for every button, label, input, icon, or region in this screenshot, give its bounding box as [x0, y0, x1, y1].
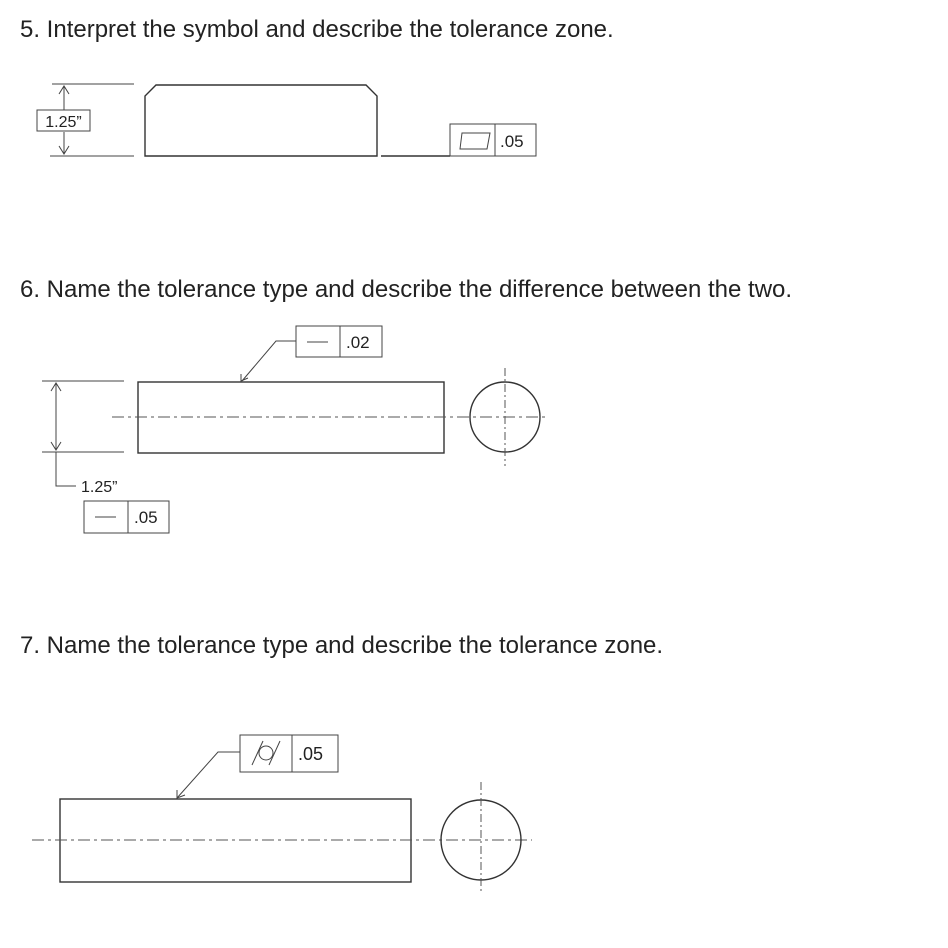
feature-control-frame — [450, 124, 536, 156]
tolerance-value: .05 — [500, 132, 524, 151]
cylindricity-icon — [252, 741, 280, 765]
dimension-text: 1.25” — [81, 479, 118, 496]
frame-border — [240, 735, 338, 772]
question-5: 5. Interpret the symbol and describe the tolerance zone. — [20, 16, 614, 43]
top-feature-control-frame — [296, 326, 382, 357]
dimension-text: 1.25” — [45, 114, 82, 131]
question-6: 6. Name the tolerance type and describe the difference between the two. — [20, 276, 793, 303]
part-outline — [145, 85, 377, 156]
tolerance-value: .02 — [346, 333, 370, 352]
tolerance-value: .05 — [298, 744, 324, 764]
figure-5-drawing — [0, 70, 948, 180]
dimension-line — [51, 383, 76, 486]
bottom-feature-control-frame — [84, 501, 169, 533]
figure-6-drawing — [0, 320, 948, 540]
figure-7-drawing — [0, 728, 948, 898]
tolerance-value: .05 — [134, 508, 158, 527]
extension-lines — [42, 381, 124, 452]
leader-arrow — [177, 752, 240, 798]
leader-arrow — [241, 341, 296, 381]
flatness-icon — [460, 133, 490, 149]
feature-control-frame — [240, 735, 338, 772]
question-7: 7. Name the tolerance type and describe the tolerance zone. — [20, 632, 664, 659]
